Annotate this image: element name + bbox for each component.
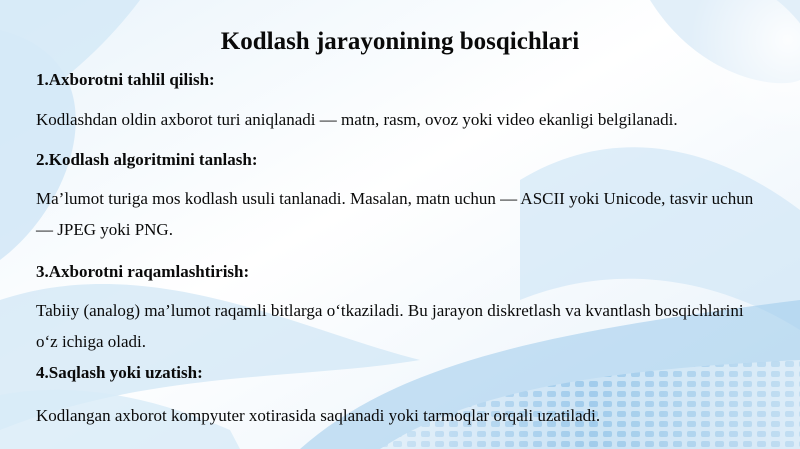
- section-text-1: Kodlashdan oldin axborot turi aniqlanadi — matn, rasm, ovoz yoki video ekanligi belgilanadi.: [36, 110, 678, 129]
- section-heading-3: 3.Axborotni raqamlashtirish:: [36, 262, 250, 281]
- section-heading-1: 1.Axborotni tahlil qilish:: [36, 70, 215, 89]
- slide-title: Kodlash jarayonining bosqichlari: [220, 28, 580, 55]
- section-heading-2: 2.Kodlash algoritmini tanlash:: [36, 150, 258, 169]
- section-text-2: Ma’lumot turiga mos kodlash usuli tanlanadi. Masalan, matn uchun — ASCII yoki Unicode, tasvir uchun — JPEG yoki PNG.: [36, 189, 754, 239]
- section-text-3: Tabiiy (analog) ma’lumot raqamli bitlarga o‘tkaziladi. Bu jarayon diskretlash va kvantlash bosqichlarini o‘z ichiga oladi.: [36, 301, 744, 351]
- section-text-4: Kodlangan axborot kompyuter xotirasida saqlanadi yoki tarmoqlar orqali uzatiladi.: [36, 406, 601, 425]
- section-heading-4: 4.Saqlash yoki uzatish:: [36, 363, 203, 382]
